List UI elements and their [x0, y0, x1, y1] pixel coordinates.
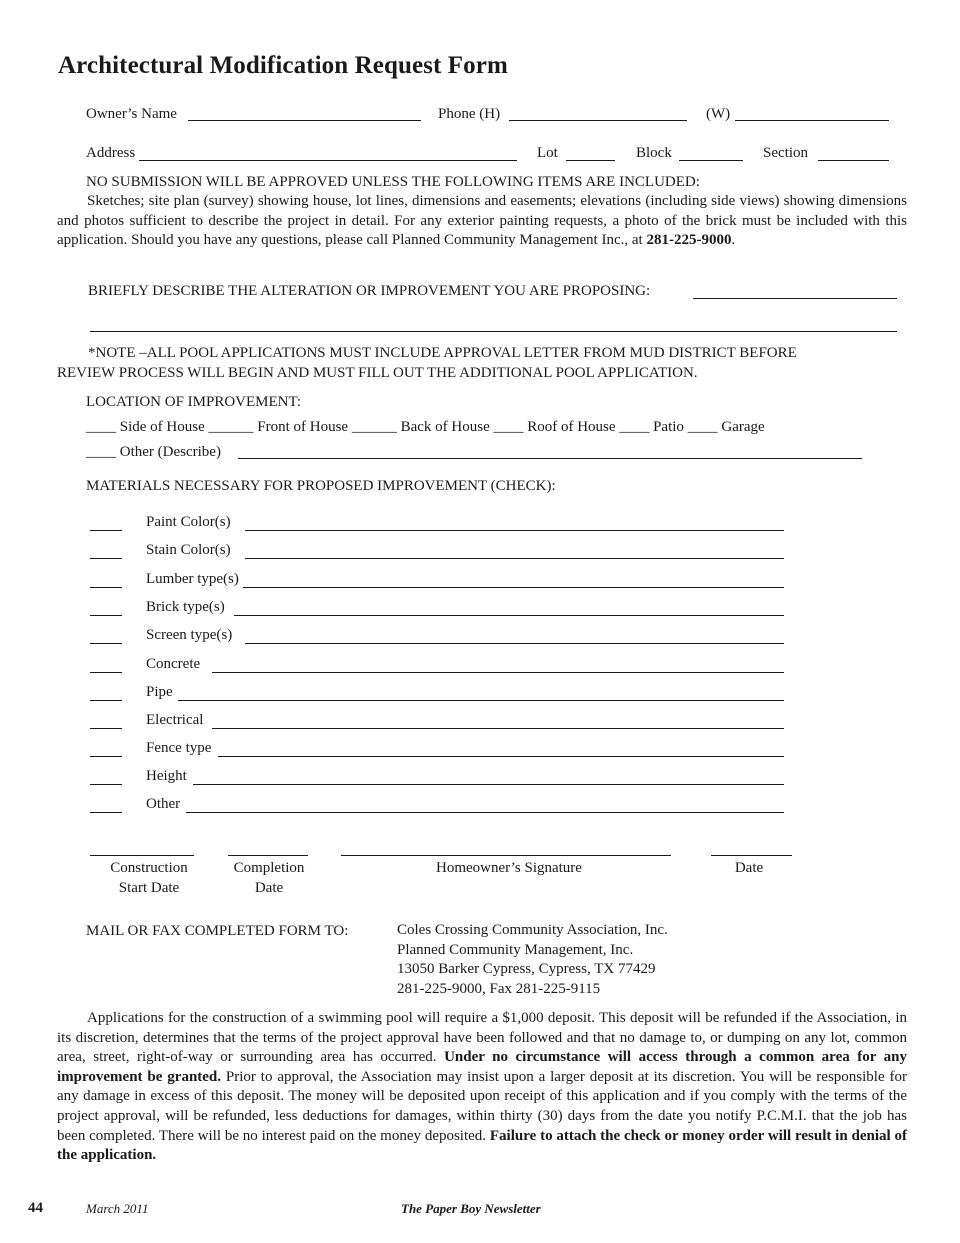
material-label-paint: Paint Color(s)	[146, 514, 231, 530]
material-check-electrical[interactable]	[90, 728, 122, 729]
material-field-brick[interactable]	[234, 615, 784, 616]
material-check-concrete[interactable]	[90, 672, 122, 673]
material-field-electrical[interactable]	[212, 728, 784, 729]
material-check-height[interactable]	[90, 784, 122, 785]
location-back-of-house: Back of House	[400, 419, 490, 435]
pcm-phone: 281-225-9000	[646, 232, 732, 249]
location-blank-patio[interactable]: ____	[619, 419, 650, 435]
mail-label: MAIL OR FAX COMPLETED FORM TO:	[86, 923, 349, 939]
completion-date-label-l1: Completion	[233, 860, 305, 876]
pool-note-line-1: *NOTE –ALL POOL APPLICATIONS MUST INCLUDE APPROVAL LETTER FROM MUD DISTRICT BEFORE	[88, 345, 797, 361]
requirements-body: Sketches; site plan (survey) showing house, lot lines, dimensions and easements; elevations (including side views) showing dimensions and photos sufficient to describe the project in detail. For any exterior painting requests, a photo of the brick must be included with this application. Should you have any questions, please call Planned Community Management Inc., at	[57, 193, 907, 249]
material-check-paint[interactable]	[90, 530, 122, 531]
material-check-screen[interactable]	[90, 643, 122, 644]
material-check-lumber[interactable]	[90, 587, 122, 588]
material-field-height[interactable]	[193, 784, 784, 785]
location-blank-side[interactable]: ____	[86, 419, 116, 435]
location-options-row	[86, 417, 765, 437]
deposit-text-2: Prior to approval, the Association may insist upon a larger deposit at its discretion. You will be responsible for any damage in excess of this deposit. The money will be deposited upon receipt of this application and if you comply with the terms of the project approval, will be refunded, less deductions for damages, within thirty (30) days from the date you notify P.C.M.I. that the job has been completed. There will be no interest paid on the money deposited.	[57, 1068, 907, 1144]
material-label-screen: Screen type(s)	[146, 627, 233, 643]
location-other-label: Other (Describe)	[119, 444, 221, 460]
pool-note-line-2: REVIEW PROCESS WILL BEGIN AND MUST FILL OUT THE ADDITIONAL POOL APPLICATION.	[57, 365, 698, 381]
materials-heading: MATERIALS NECESSARY FOR PROPOSED IMPROVEMENT (CHECK):	[86, 478, 556, 494]
construction-start-label	[90, 858, 208, 898]
phone-work-label: (W)	[706, 106, 731, 122]
location-blank-back[interactable]: ______	[351, 419, 397, 435]
location-front-of-house: Front of House	[257, 419, 349, 435]
mail-address-line: 281-225-9000, Fax 281-225-9115	[397, 980, 601, 997]
deposit-paragraph	[57, 1009, 907, 1166]
mail-address-line: Planned Community Management, Inc.	[397, 941, 634, 958]
footer-date: March 2011	[86, 1201, 149, 1216]
phone-home-field[interactable]	[509, 120, 687, 121]
requirements-end: .	[731, 232, 736, 249]
owner-name-label: Owner’s Name	[86, 106, 177, 122]
material-field-lumber[interactable]	[243, 587, 784, 588]
construction-start-label-l2: Start Date	[118, 880, 180, 896]
material-label-other: Other	[146, 796, 181, 812]
material-check-pipe[interactable]	[90, 700, 122, 701]
material-field-fence[interactable]	[218, 756, 784, 757]
location-blank-roof[interactable]: ____	[493, 419, 524, 435]
deposit-bold-2: Failure to attach the check or money order will result in denial of the application.	[57, 1127, 907, 1164]
deposit-bold-1: Under no circumstance will access through a common area for any improvement be granted.	[57, 1049, 907, 1085]
construction-start-field[interactable]	[90, 855, 194, 856]
completion-date-label	[224, 858, 314, 898]
location-heading: LOCATION OF IMPROVEMENT:	[86, 394, 302, 410]
material-field-stain[interactable]	[245, 558, 784, 559]
material-field-concrete[interactable]	[212, 672, 784, 673]
material-field-screen[interactable]	[245, 643, 784, 644]
phone-work-field[interactable]	[735, 120, 889, 121]
signature-date-label: Date	[734, 860, 764, 876]
lot-label: Lot	[537, 145, 558, 161]
location-blank-other[interactable]: ____	[86, 444, 116, 460]
section-field[interactable]	[818, 160, 889, 161]
construction-start-label-l1: Construction	[110, 860, 188, 876]
material-check-fence[interactable]	[90, 756, 122, 757]
material-label-height: Height	[146, 768, 187, 784]
deposit-text-1: Applications for the construction of a swimming pool will require a $1,000 deposit. This deposit will be refunded if the Association, in its discretion, determines that the terms of the project approval have been followed and that no damage to, or dumping on any lot, common area, street, right-of-way or surrounding area has occurred.	[57, 1010, 907, 1066]
mail-address-line: 13050 Barker Cypress, Cypress, TX 77429	[397, 961, 656, 978]
location-blank-front[interactable]: ______	[208, 419, 254, 435]
material-label-fence: Fence type	[146, 740, 212, 756]
material-label-brick: Brick type(s)	[146, 599, 225, 615]
material-check-other[interactable]	[90, 812, 122, 813]
material-label-lumber: Lumber type(s)	[146, 571, 239, 587]
section-label: Section	[763, 145, 808, 161]
block-field[interactable]	[679, 160, 743, 161]
address-label: Address	[86, 145, 136, 161]
material-label-stain: Stain Color(s)	[146, 542, 231, 558]
newsletter-name: The Paper Boy Newsletter	[401, 1201, 541, 1216]
location-other-field[interactable]	[238, 458, 862, 459]
location-garage: Garage	[721, 419, 765, 435]
signature-date-field[interactable]	[711, 855, 792, 856]
material-label-pipe: Pipe	[146, 684, 173, 700]
material-check-brick[interactable]	[90, 615, 122, 616]
describe-label: BRIEFLY DESCRIBE THE ALTERATION OR IMPROVEMENT YOU ARE PROPOSING:	[88, 283, 651, 299]
owner-name-field[interactable]	[188, 120, 421, 121]
material-label-concrete: Concrete	[146, 656, 201, 672]
homeowner-signature-label: Homeowner’s Signature	[436, 860, 582, 876]
material-field-paint[interactable]	[245, 530, 784, 531]
phone-home-label: Phone (H)	[438, 106, 501, 122]
material-field-other[interactable]	[186, 812, 784, 813]
homeowner-signature-field[interactable]	[341, 855, 671, 856]
describe-field-line-2[interactable]	[90, 331, 897, 332]
location-blank-garage[interactable]: ____	[687, 419, 718, 435]
location-other-row	[86, 442, 221, 462]
form-title: Architectural Modification Request Form	[58, 52, 508, 79]
completion-date-label-l2: Date	[254, 880, 284, 896]
block-label: Block	[636, 145, 672, 161]
requirements-text	[57, 192, 907, 251]
mail-address-line: Coles Crossing Community Association, Inc.	[397, 922, 668, 938]
lot-field[interactable]	[566, 160, 615, 161]
page-number: 44	[28, 1200, 43, 1216]
describe-field-line-1[interactable]	[693, 298, 897, 299]
material-field-pipe[interactable]	[178, 700, 784, 701]
completion-date-field[interactable]	[228, 855, 308, 856]
mail-address	[397, 921, 668, 999]
location-side-of-house: Side of House	[119, 419, 205, 435]
location-roof-of-house: Roof of House	[527, 419, 616, 435]
requirements-heading: NO SUBMISSION WILL BE APPROVED UNLESS THE FOLLOWING ITEMS ARE INCLUDED:	[86, 174, 700, 190]
location-patio: Patio	[653, 419, 684, 435]
material-check-stain[interactable]	[90, 558, 122, 559]
address-field[interactable]	[139, 160, 517, 161]
material-label-electrical: Electrical	[146, 712, 204, 728]
